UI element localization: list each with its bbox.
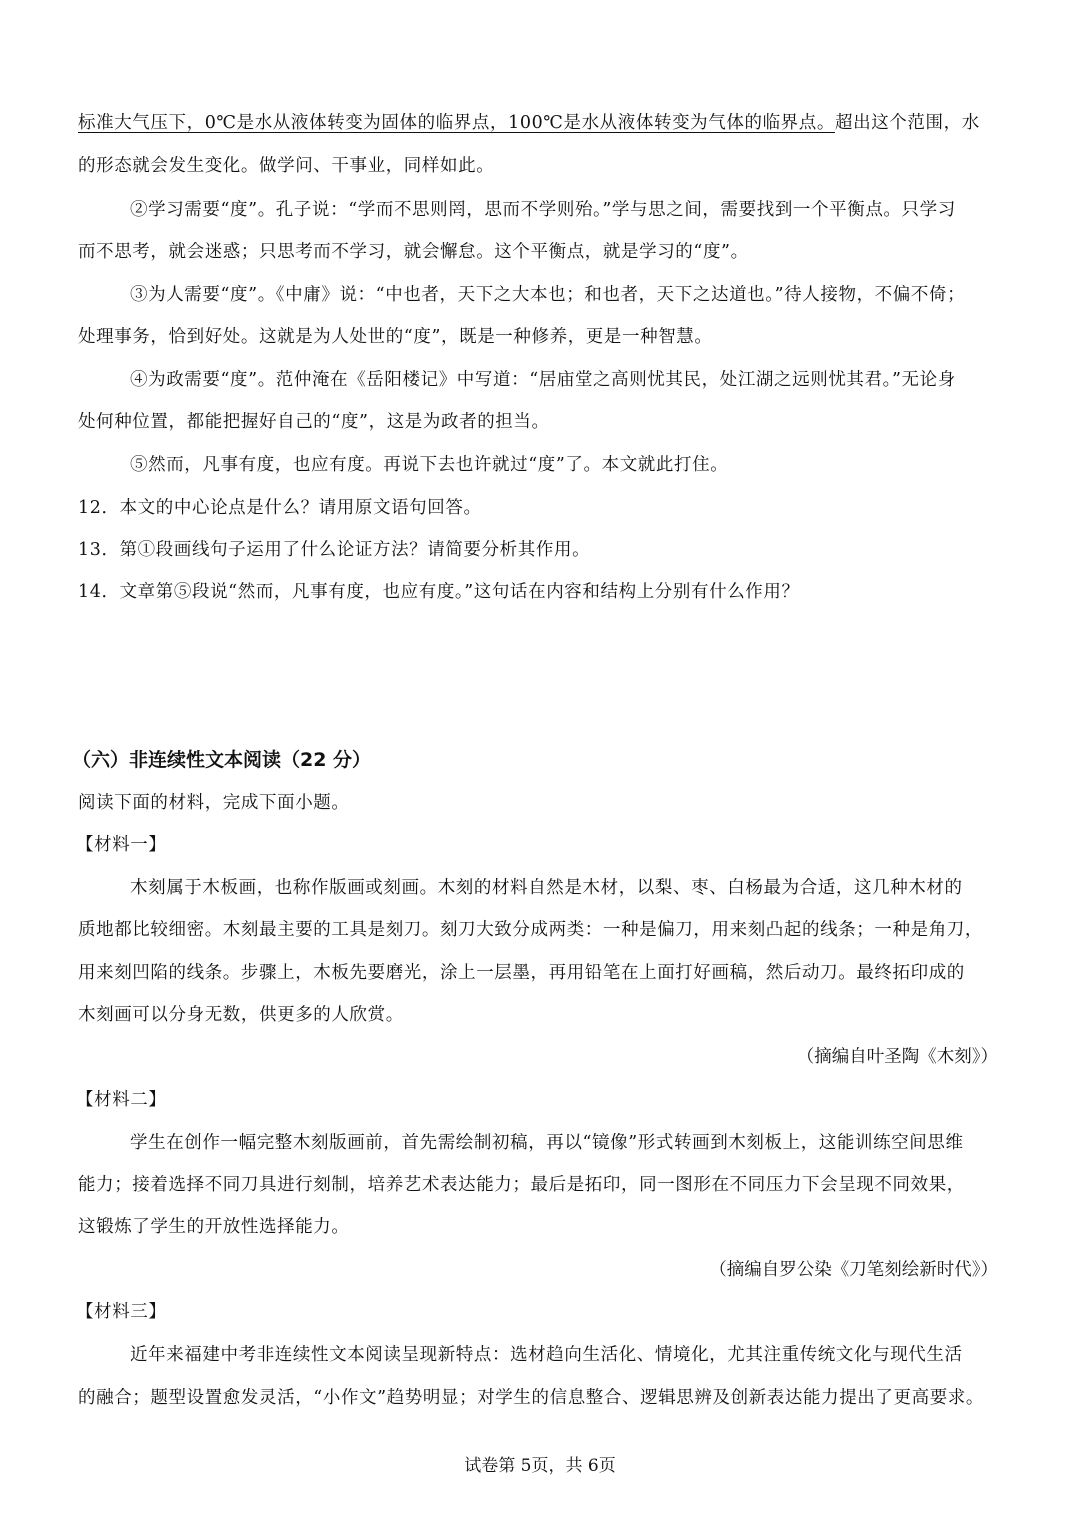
material-2-line-2: 能力；接着选择不同刀具进行刻制，培养艺术表达能力；最后是拓印，同一图形在不同压力下会呈现不同效果，	[78, 1175, 965, 1195]
underlined-sentence: 标准大气压下，0℃是水从液体转变为固体的临界点，100℃是水从液体转变为气体的临界点。	[78, 113, 835, 133]
material-2-label: 【材料二】	[76, 1090, 167, 1110]
material-1-source: （摘编自叶圣陶《木刻》）	[796, 1047, 998, 1067]
paragraph-4-line-2: 处何种位置，都能把握好自己的“度”，这是为政者的担当。	[78, 412, 550, 432]
paragraph-1-line-1-rest: 超出这个范围，水	[835, 113, 980, 133]
material-2-source: （摘编自罗公染《刀笔刻绘新时代》）	[709, 1260, 998, 1280]
material-1-line-3: 用来刻凹陷的线条。步骤上，木板先要磨光，涂上一层墨，再用铅笔在上面打好画稿，然后动刀。最终拓印成的	[78, 963, 965, 983]
paragraph-3-line-2: 处理事务，恰到好处。这就是为人处世的“度”，既是一种修养，更是一种智慧。	[78, 327, 713, 347]
material-3-label: 【材料三】	[76, 1302, 167, 1322]
material-3-line-1: 近年来福建中考非连续性文本阅读呈现新特点：选材趋向生活化、情境化，尤其注重传统文化与现代生活	[130, 1345, 963, 1365]
material-1-line-2: 质地都比较细密。木刻最主要的工具是刻刀。刻刀大致分成两类：一种是偏刀，用来刻凸起的线条；一种是角刀，	[78, 920, 983, 940]
material-2-line-3: 这锻炼了学生的开放性选择能力。	[78, 1217, 350, 1237]
material-1-line-1: 木刻属于木板画，也称作版画或刻画。木刻的材料自然是木材，以梨、枣、白杨最为合适，这几种木材的	[130, 878, 963, 898]
question-12: 12．本文的中心论点是什么？请用原文语句回答。	[78, 498, 482, 518]
question-14: 14．文章第⑤段说“然而，凡事有度，也应有度。”这句话在内容和结构上分别有什么作用？	[78, 582, 800, 602]
section-6-heading: （六）非连续性文本阅读（22 分）	[72, 749, 372, 771]
paragraph-2-line-2: 而不思考，就会迷惑；只思考而不学习，就会懈怠。这个平衡点，就是学习的“度”。	[78, 242, 749, 262]
paragraph-2-line-1: ②学习需要“度”。孔子说：“学而不思则罔，思而不学则殆。”学与思之间，需要找到一个平衡点。只学习	[130, 200, 956, 220]
paragraph-1-line-2: 的形态就会发生变化。做学问、干事业，同样如此。	[78, 156, 495, 176]
paragraph-5-line-1: ⑤然而，凡事有度，也应有度。再说下去也许就过“度”了。本文就此打住。	[130, 455, 729, 475]
material-3-line-2: 的融合；题型设置愈发灵活，“小作文”趋势明显；对学生的信息整合、逻辑思辨及创新表达能力提出了更高要求。	[78, 1388, 984, 1408]
material-2-line-1: 学生在创作一幅完整木刻版画前，首先需绘制初稿，再以“镜像”形式转画到木刻板上，这能训练空间思维	[130, 1133, 964, 1153]
section-6-instruction: 阅读下面的材料，完成下面小题。	[78, 793, 350, 813]
paragraph-1-line-1	[78, 111, 980, 135]
material-1-line-4: 木刻画可以分身无数，供更多的人欣赏。	[78, 1005, 404, 1025]
paragraph-3-line-1: ③为人需要“度”。《中庸》说：“中也者，天下之大本也；和也者，天下之达道也。”待人接物，不偏不倚；	[130, 285, 966, 305]
paragraph-4-line-1: ④为政需要“度”。范仲淹在《岳阳楼记》中写道：“居庙堂之高则忧其民，处江湖之远则忧其君。”无论身	[130, 370, 956, 390]
page-footer: 试卷第 5页，共 6页	[464, 1456, 616, 1476]
material-1-label: 【材料一】	[76, 835, 167, 855]
question-13: 13．第①段画线句子运用了什么论证方法？请简要分析其作用。	[78, 540, 591, 560]
